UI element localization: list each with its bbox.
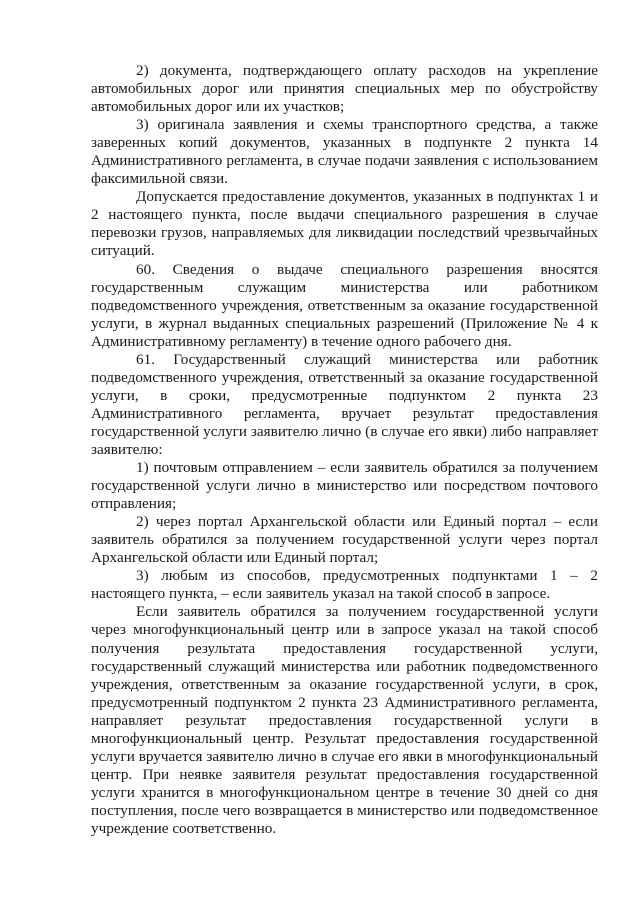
document-page <box>91 62 598 838</box>
paragraph-61: 61. Государственный служащий министерства или работник подведомственного учреждения, ответственный за оказание государственной услуги, в сроки, предусмотренные подпунктом 2 пункта 23 Административного регламента, вручает результат предоставления государственной услуги заявителю лично (в случае его явки) либо направляет заявителю: <box>91 350 598 458</box>
paragraph-61-item-1: 1) почтовым отправлением – если заявитель обратился за получением государственной услуги лично в министерство или посредством почтового отправления; <box>91 459 598 513</box>
paragraph-60: 60. Сведения о выдаче специального разрешения вносятся государственным служащим министерства или работником подведомственного учреждения, ответственным за оказание государственной услуги, в журнал выданных специальных разрешений (Приложение № 4 к Административному регламенту) в течение одного рабочего дня. <box>91 260 598 350</box>
paragraph-61-item-3: 3) любым из способов, предусмотренных подпунктами 1 – 2 настоящего пункта, – если заявитель указал на такой способ в запросе. <box>91 567 598 603</box>
paragraph-allowance: Допускается предоставление документов, указанных в подпунктах 1 и 2 настоящего пункта, после выдачи специального разрешения в случае перевозки грузов, направляемых для ликвидации последствий чрезвычайных ситуаций. <box>91 188 598 260</box>
paragraph-item-2: 2) документа, подтверждающего оплату расходов на укрепление автомобильных дорог или принятия специальных мер по обустройству автомобильных дорог или их участков; <box>91 62 598 116</box>
paragraph-mfc: Если заявитель обратился за получением государственной услуги через многофункциональный центр или в запросе указал на такой способ получения результата предоставления государственной услуги, государственный служащий министерства или работник подведомственного учреждения, ответственным за оказание государственной услуги, в срок, предусмотренный подпунктом 2 пункта 23 Административного регламента, направляет результат предоставления государственной услуги в многофункциональный центр. Результат предоставления государственной услуги вручается заявителю лично в случае его явки в многофункциональный центр. При неявке заявителя результат предоставления государственной услуги хранится в многофункциональном центре в течение 30 дней со дня поступления, после чего возвращается в министерство или подведомственное учреждение соответственно. <box>91 603 598 837</box>
paragraph-item-3: 3) оригинала заявления и схемы транспортного средства, а также заверенных копий документов, указанных в подпункте 2 пункта 14 Административного регламента, в случае подачи заявления с использованием факсимильной связи. <box>91 116 598 188</box>
paragraph-61-item-2: 2) через портал Архангельской области или Единый портал – если заявитель обратился за получением государственной услуги через портал Архангельской области или Единый портал; <box>91 513 598 567</box>
